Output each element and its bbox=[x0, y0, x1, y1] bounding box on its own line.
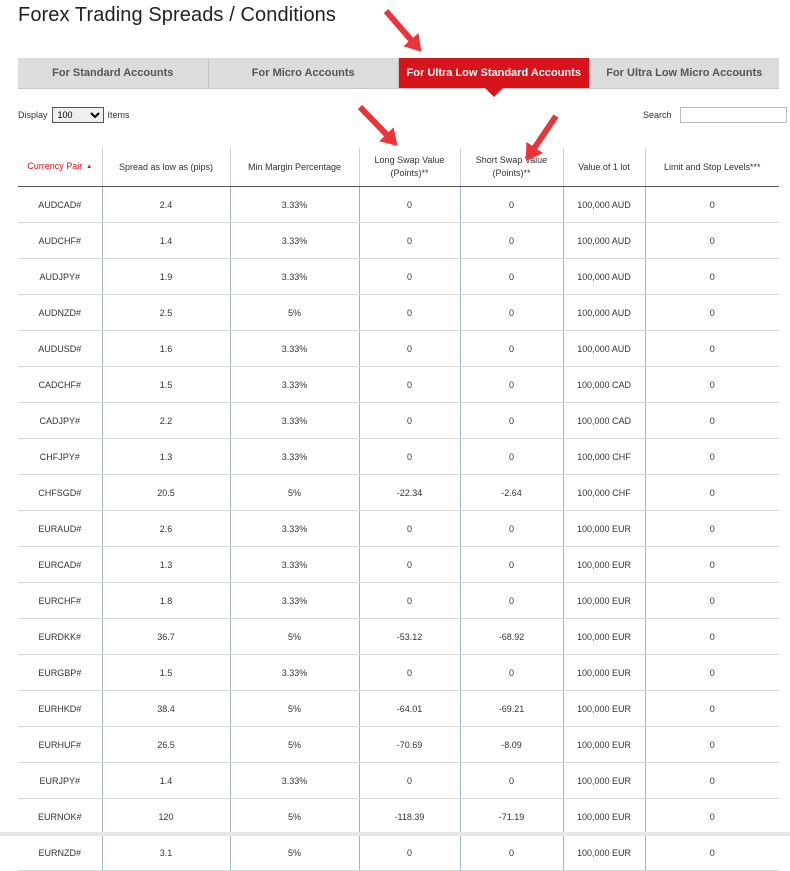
search-control bbox=[643, 107, 787, 123]
table-row bbox=[18, 511, 779, 547]
lot-value-cell: 100,000 EUR bbox=[563, 691, 645, 727]
long-swap-cell: 0 bbox=[359, 547, 460, 583]
table-row bbox=[18, 403, 779, 439]
table-row bbox=[18, 835, 779, 871]
spread-cell: 1.6 bbox=[102, 331, 230, 367]
table-row bbox=[18, 367, 779, 403]
spread-cell: 1.4 bbox=[102, 763, 230, 799]
table-row bbox=[18, 691, 779, 727]
short-swap-cell: -71.19 bbox=[460, 799, 563, 835]
column-header-min-margin[interactable] bbox=[230, 148, 359, 187]
short-swap-cell: -68.92 bbox=[460, 619, 563, 655]
short-swap-cell: 0 bbox=[460, 295, 563, 331]
short-swap-cell: 0 bbox=[460, 367, 563, 403]
lot-value-cell: 100,000 EUR bbox=[563, 727, 645, 763]
tab-micro-accounts[interactable]: For Micro Accounts bbox=[209, 58, 400, 88]
min-margin-cell: 5% bbox=[230, 295, 359, 331]
min-margin-cell: 5% bbox=[230, 619, 359, 655]
lot-value-cell: 100,000 CAD bbox=[563, 403, 645, 439]
long-swap-cell: 0 bbox=[359, 763, 460, 799]
display-control bbox=[18, 107, 130, 123]
table-header-row bbox=[18, 148, 779, 187]
limit-stop-cell: 0 bbox=[645, 763, 779, 799]
spread-cell: 1.8 bbox=[102, 583, 230, 619]
table-row bbox=[18, 583, 779, 619]
table-row bbox=[18, 295, 779, 331]
table-row bbox=[18, 439, 779, 475]
lot-value-cell: 100,000 EUR bbox=[563, 547, 645, 583]
spread-cell: 1.5 bbox=[102, 655, 230, 691]
long-swap-cell: 0 bbox=[359, 187, 460, 223]
short-swap-cell: 0 bbox=[460, 547, 563, 583]
short-swap-cell: -2.64 bbox=[460, 475, 563, 511]
limit-stop-cell: 0 bbox=[645, 367, 779, 403]
currency-pair-cell: EURGBP# bbox=[18, 655, 102, 691]
short-swap-cell: -8.09 bbox=[460, 727, 563, 763]
tab-ultra-low-micro-accounts[interactable]: For Ultra Low Micro Accounts bbox=[590, 58, 780, 88]
spread-cell: 2.4 bbox=[102, 187, 230, 223]
currency-pair-cell: EURAUD# bbox=[18, 511, 102, 547]
currency-pair-cell: AUDJPY# bbox=[18, 259, 102, 295]
min-margin-cell: 3.33% bbox=[230, 547, 359, 583]
spread-cell: 26.5 bbox=[102, 727, 230, 763]
limit-stop-cell: 0 bbox=[645, 583, 779, 619]
spread-cell: 2.5 bbox=[102, 295, 230, 331]
min-margin-cell: 3.33% bbox=[230, 511, 359, 547]
limit-stop-cell: 0 bbox=[645, 295, 779, 331]
column-header-long-swap[interactable] bbox=[359, 148, 460, 187]
lot-value-cell: 100,000 AUD bbox=[563, 187, 645, 223]
table-row bbox=[18, 187, 779, 223]
annotation-arrow-icon bbox=[358, 105, 393, 141]
short-swap-cell: 0 bbox=[460, 655, 563, 691]
table-row bbox=[18, 223, 779, 259]
min-margin-cell: 5% bbox=[230, 727, 359, 763]
lot-value-cell: 100,000 AUD bbox=[563, 223, 645, 259]
long-swap-cell: -118.39 bbox=[359, 799, 460, 835]
long-swap-cell: -64.01 bbox=[359, 691, 460, 727]
table-body bbox=[18, 187, 779, 871]
min-margin-cell: 5% bbox=[230, 475, 359, 511]
page-title: Forex Trading Spreads / Conditions bbox=[18, 4, 337, 26]
annotation-arrow-icon bbox=[384, 9, 417, 46]
column-header-lot-value[interactable] bbox=[563, 148, 645, 187]
currency-pair-cell: CHFJPY# bbox=[18, 439, 102, 475]
short-swap-cell: 0 bbox=[460, 583, 563, 619]
column-header-label: Currency Pair bbox=[27, 161, 83, 172]
column-header-label: Short Swap Value (Points)** bbox=[475, 155, 548, 178]
min-margin-cell: 3.33% bbox=[230, 583, 359, 619]
long-swap-cell: 0 bbox=[359, 655, 460, 691]
limit-stop-cell: 0 bbox=[645, 187, 779, 223]
column-header-short-swap[interactable] bbox=[460, 148, 563, 187]
short-swap-cell: 0 bbox=[460, 763, 563, 799]
long-swap-cell: -70.69 bbox=[359, 727, 460, 763]
long-swap-cell: 0 bbox=[359, 835, 460, 871]
currency-pair-cell: CADJPY# bbox=[18, 403, 102, 439]
display-count-select[interactable] bbox=[52, 107, 104, 123]
lot-value-cell: 100,000 EUR bbox=[563, 799, 645, 835]
currency-pair-cell: EURCAD# bbox=[18, 547, 102, 583]
lot-value-cell: 100,000 CAD bbox=[563, 367, 645, 403]
long-swap-cell: 0 bbox=[359, 583, 460, 619]
short-swap-cell: 0 bbox=[460, 439, 563, 475]
lot-value-cell: 100,000 CHF bbox=[563, 475, 645, 511]
limit-stop-cell: 0 bbox=[645, 331, 779, 367]
long-swap-cell: 0 bbox=[359, 295, 460, 331]
limit-stop-cell: 0 bbox=[645, 619, 779, 655]
lot-value-cell: 100,000 EUR bbox=[563, 583, 645, 619]
currency-pair-cell: AUDUSD# bbox=[18, 331, 102, 367]
short-swap-cell: 0 bbox=[460, 259, 563, 295]
long-swap-cell: 0 bbox=[359, 223, 460, 259]
min-margin-cell: 5% bbox=[230, 799, 359, 835]
spread-cell: 1.4 bbox=[102, 223, 230, 259]
tab-standard-accounts[interactable]: For Standard Accounts bbox=[18, 58, 209, 88]
currency-pair-cell: AUDCAD# bbox=[18, 187, 102, 223]
currency-pair-cell: AUDNZD# bbox=[18, 295, 102, 331]
short-swap-cell: 0 bbox=[460, 835, 563, 871]
min-margin-cell: 3.33% bbox=[230, 439, 359, 475]
display-label: Display bbox=[18, 110, 48, 120]
spread-cell: 1.5 bbox=[102, 367, 230, 403]
long-swap-cell: 0 bbox=[359, 331, 460, 367]
table-row bbox=[18, 727, 779, 763]
min-margin-cell: 5% bbox=[230, 835, 359, 871]
table-row bbox=[18, 655, 779, 691]
limit-stop-cell: 0 bbox=[645, 439, 779, 475]
table-row bbox=[18, 799, 779, 835]
currency-pair-cell: EURNOK# bbox=[18, 799, 102, 835]
lot-value-cell: 100,000 AUD bbox=[563, 259, 645, 295]
page-scroll-edge bbox=[0, 832, 790, 836]
short-swap-cell: -69.21 bbox=[460, 691, 563, 727]
column-header-label: Spread as low as (pips) bbox=[118, 161, 214, 172]
column-header-label: Limit and Stop Levels*** bbox=[663, 161, 761, 172]
column-header-label: Long Swap Value (Points)** bbox=[374, 155, 445, 178]
short-swap-cell: 0 bbox=[460, 511, 563, 547]
long-swap-cell: -53.12 bbox=[359, 619, 460, 655]
short-swap-cell: 0 bbox=[460, 187, 563, 223]
sort-ascending-icon: ▲ bbox=[86, 163, 93, 170]
spread-cell: 120 bbox=[102, 799, 230, 835]
table-row bbox=[18, 619, 779, 655]
short-swap-cell: 0 bbox=[460, 331, 563, 367]
column-header-currency-pair[interactable] bbox=[18, 148, 102, 187]
lot-value-cell: 100,000 AUD bbox=[563, 295, 645, 331]
short-swap-cell: 0 bbox=[460, 223, 563, 259]
limit-stop-cell: 0 bbox=[645, 259, 779, 295]
tab-ultra-low-standard-accounts[interactable]: For Ultra Low Standard Accounts bbox=[399, 58, 590, 88]
long-swap-cell: 0 bbox=[359, 403, 460, 439]
long-swap-cell: 0 bbox=[359, 511, 460, 547]
min-margin-cell: 3.33% bbox=[230, 403, 359, 439]
limit-stop-cell: 0 bbox=[645, 511, 779, 547]
min-margin-cell: 3.33% bbox=[230, 331, 359, 367]
spread-cell: 36.7 bbox=[102, 619, 230, 655]
min-margin-cell: 3.33% bbox=[230, 763, 359, 799]
min-margin-cell: 3.33% bbox=[230, 223, 359, 259]
spread-cell: 1.3 bbox=[102, 439, 230, 475]
column-header-label: Value of 1 lot bbox=[578, 161, 630, 172]
limit-stop-cell: 0 bbox=[645, 691, 779, 727]
spread-cell: 1.3 bbox=[102, 547, 230, 583]
currency-pair-cell: CHFSGD# bbox=[18, 475, 102, 511]
spread-cell: 3.1 bbox=[102, 835, 230, 871]
limit-stop-cell: 0 bbox=[645, 475, 779, 511]
table-row bbox=[18, 331, 779, 367]
table-row bbox=[18, 763, 779, 799]
column-header-label: Min Margin Percentage bbox=[247, 161, 342, 172]
limit-stop-cell: 0 bbox=[645, 223, 779, 259]
min-margin-cell: 3.33% bbox=[230, 367, 359, 403]
account-tabs bbox=[18, 58, 779, 89]
table-row bbox=[18, 475, 779, 511]
spread-cell: 2.2 bbox=[102, 403, 230, 439]
column-header-limit-stop[interactable] bbox=[645, 148, 779, 187]
spread-cell: 1.9 bbox=[102, 259, 230, 295]
limit-stop-cell: 0 bbox=[645, 835, 779, 871]
limit-stop-cell: 0 bbox=[645, 547, 779, 583]
lot-value-cell: 100,000 EUR bbox=[563, 655, 645, 691]
min-margin-cell: 3.33% bbox=[230, 187, 359, 223]
lot-value-cell: 100,000 CHF bbox=[563, 439, 645, 475]
short-swap-cell: 0 bbox=[460, 403, 563, 439]
lot-value-cell: 100,000 AUD bbox=[563, 331, 645, 367]
search-input[interactable] bbox=[680, 107, 787, 123]
currency-pair-cell: CADCHF# bbox=[18, 367, 102, 403]
long-swap-cell: -22.34 bbox=[359, 475, 460, 511]
currency-pair-cell: EURNZD# bbox=[18, 835, 102, 871]
table-row bbox=[18, 259, 779, 295]
currency-pair-cell: EURCHF# bbox=[18, 583, 102, 619]
min-margin-cell: 3.33% bbox=[230, 655, 359, 691]
long-swap-cell: 0 bbox=[359, 259, 460, 295]
currency-pair-cell: EURHKD# bbox=[18, 691, 102, 727]
spread-cell: 2.6 bbox=[102, 511, 230, 547]
currency-pair-cell: EURJPY# bbox=[18, 763, 102, 799]
limit-stop-cell: 0 bbox=[645, 403, 779, 439]
table-row bbox=[18, 547, 779, 583]
lot-value-cell: 100,000 EUR bbox=[563, 511, 645, 547]
long-swap-cell: 0 bbox=[359, 367, 460, 403]
currency-pair-cell: EURHUF# bbox=[18, 727, 102, 763]
min-margin-cell: 3.33% bbox=[230, 259, 359, 295]
lot-value-cell: 100,000 EUR bbox=[563, 763, 645, 799]
search-label: Search bbox=[643, 110, 672, 120]
limit-stop-cell: 0 bbox=[645, 655, 779, 691]
lot-value-cell: 100,000 EUR bbox=[563, 835, 645, 871]
spreads-table bbox=[18, 148, 779, 871]
spread-cell: 38.4 bbox=[102, 691, 230, 727]
items-label: Items bbox=[107, 110, 130, 120]
limit-stop-cell: 0 bbox=[645, 799, 779, 835]
currency-pair-cell: AUDCHF# bbox=[18, 223, 102, 259]
min-margin-cell: 5% bbox=[230, 691, 359, 727]
currency-pair-cell: EURDKK# bbox=[18, 619, 102, 655]
long-swap-cell: 0 bbox=[359, 439, 460, 475]
limit-stop-cell: 0 bbox=[645, 727, 779, 763]
spread-cell: 20.5 bbox=[102, 475, 230, 511]
column-header-spread[interactable] bbox=[102, 148, 230, 187]
lot-value-cell: 100,000 EUR bbox=[563, 619, 645, 655]
